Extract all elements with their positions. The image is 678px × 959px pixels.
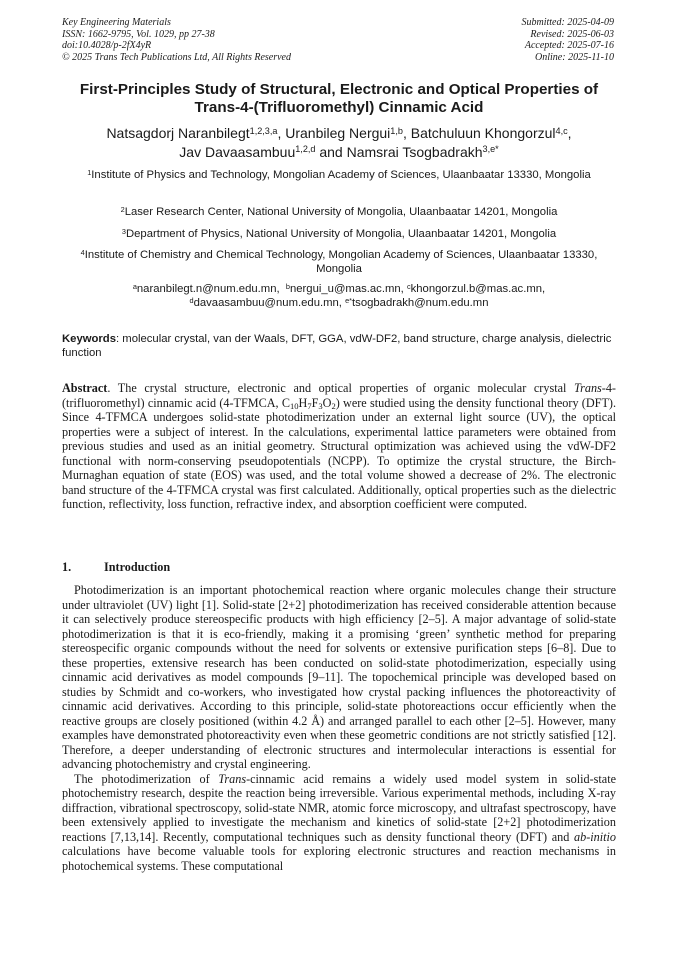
email-link[interactable]: nergui_u@mas.ac.mn, xyxy=(289,283,404,295)
author-affiliation-mark: 4,c xyxy=(555,125,568,136)
author-name: Natsagdorj Naranbilegt xyxy=(106,125,250,141)
affiliation-text: Institute of Physics and Technology, Mongolian Academy of Sciences, Ulaanbaatar 13330, Mongolia xyxy=(91,169,591,181)
email-link[interactable]: naranbilegt.n@num.edu.mn, xyxy=(136,283,280,295)
journal-header xyxy=(62,17,291,63)
affiliation-mark: 1 xyxy=(87,167,92,177)
paragraph-text: The photodimerization of xyxy=(74,771,219,786)
affiliation xyxy=(72,227,606,241)
keywords-label: Keywords xyxy=(62,333,116,345)
affiliation-text: Institute of Chemistry and Chemical Technology, Mongolian Academy of Sciences, Ulaanbaatar 13330, Mongolia xyxy=(84,249,598,275)
affiliation xyxy=(72,248,606,276)
doi-line: doi:10.4028/p-2fX4yR xyxy=(62,40,152,52)
affiliation xyxy=(72,205,606,219)
author-conjunction: and xyxy=(319,143,343,160)
formula-subscript: 10 xyxy=(289,400,299,411)
abstract-label: Abstract xyxy=(62,381,108,395)
email-link[interactable]: davaasambuu@num.edu.mn, xyxy=(193,297,342,309)
copyright-line: © 2025 Trans Tech Publications Ltd, All Rights Reserved xyxy=(62,51,291,63)
intro-paragraph-2 xyxy=(62,772,616,874)
abstract-text: -4-(trifluoromethyl) cinnamic acid (4-TFMCA, C xyxy=(62,381,616,410)
journal-name: Key Engineering Materials xyxy=(62,17,171,28)
formula-subscript: 7 xyxy=(307,400,312,411)
email-line-1 xyxy=(72,282,606,296)
title-line-2: Trans-4-(Trifluoromethyl) Cinnamic Acid xyxy=(194,99,484,116)
title-line-1: First-Principles Study of Structural, Electronic and Optical Properties of xyxy=(79,81,599,98)
issn-line: ISSN: 1662-9795, Vol. 1029, pp 27-38 xyxy=(62,28,215,40)
dates-header xyxy=(522,17,615,63)
accepted-date: Accepted: 2025-07-16 xyxy=(524,40,614,52)
author-name: Jav Davaasambuu xyxy=(179,143,296,160)
abstract-italic: Trans xyxy=(574,381,602,395)
keywords-block xyxy=(62,332,616,360)
author-affiliation-mark: 3,e* xyxy=(482,144,499,155)
author-name: Namsrai Tsogbadrakh xyxy=(346,143,483,160)
introduction-body xyxy=(62,583,616,873)
email-mark: d xyxy=(189,295,194,305)
author-line-1: Natsagdorj Naranbilegt$^{1,2,3,a}$, Uranbileg Nergui$^{1,b}$, Batchuluun Khongorzul$^{4,c}$, xyxy=(106,125,572,141)
affiliation-mark: 4 xyxy=(80,247,85,257)
affiliation-text: Laser Research Center, National University of Mongolia, Ulaanbaatar 14201, Mongolia xyxy=(124,206,558,218)
formula-element: H xyxy=(298,395,308,410)
formula-subscript: 2 xyxy=(331,400,336,411)
intro-paragraph-1: Photodimerization is an important photochemical reaction where organic molecules change their structure under ultraviolet (UV) light [1]. Solid-state [2+2] photodimerization has received considerable attention because it can selectively produce stereospecific products with high efficiency [2–5]. A major advantage of solid-state photodimerization is that it is eco-friendly, making it a promising ‘green’ synthetic method for preparing stereospecific organic compounds without the need for solvents or extensive purification steps [6–8]. Due to these properties, extensive research has been conducted on solid-state photodimerization, especially using cinnamic acid derivatives as model compounds [9–11]. The topochemical principle was developed based on studies by Schmidt and co-workers, who investigated how crystal packing influences the photoreactivity of cinnamic acid derivatives. According to this principle, solid-state photoreactions occur efficiently when the reactive groups are closely positioned (within 4.2 Å) and arranged parallel to each other [2–5]. However, many examples have demonstrated photoreactivity even when these geometric conditions are not strictly satisfied [12]. Therefore, a deeper understanding of electronic structures and intermolecular interactions is essential for advancing photochemistry and crystal engineering. xyxy=(62,583,616,771)
email-list xyxy=(72,282,606,310)
online-date: Online: 2025-11-10 xyxy=(535,51,614,63)
affiliation-text: Department of Physics, National University of Mongolia, Ulaanbaatar 14201, Mongolia xyxy=(125,228,557,240)
email-mark: b xyxy=(285,281,290,291)
paragraph-italic: ab-initio xyxy=(574,829,616,844)
author-line-2 xyxy=(40,143,638,162)
section-heading xyxy=(62,560,170,574)
email-line-2 xyxy=(72,296,606,310)
revised-date: Revised: 2025-06-03 xyxy=(530,28,614,40)
formula-subscript: 3 xyxy=(318,400,323,411)
affiliation-mark: 2 xyxy=(120,204,125,214)
formula-element: O xyxy=(322,395,332,410)
email-link[interactable]: tsogbadrakh@num.edu.mn xyxy=(352,297,489,309)
abstract-block xyxy=(62,381,616,512)
affiliation-mark: 3 xyxy=(121,226,126,236)
paragraph-italic: Trans xyxy=(218,771,247,786)
paragraph-text: calculations have become valuable tools for exploring electronic structures and reaction mechanisms in photochemical systems. These computational xyxy=(62,844,616,873)
abstract-text: ) were studied using the density functional theory (DFT). Since 4-TFMCA undergoes solid-state photodimerization under an external light source (UV), the optical properties were a subject of interest. In the calculations, experimental lattice parameters were obtained from previous studies and used as an initial geometry. Structural optimization was achieved using the vdW-DF2 functional with norm-conserving pseudopotentials (NCPP). To optimize the crystal structure, the Birch-Murnaghan equation of state (EOS) was used, and the total volume showed a decrease of 2%. The electronic band structure of the 4-TFMCA crystal was first calculated. Additionally, optical properties such as the dielectric function, reflectivity, loss function, refractive index, and absorption coefficient were computed. xyxy=(62,395,616,511)
author-affiliation-mark: 1,b xyxy=(390,125,403,136)
submitted-date: Submitted: 2025-04-09 xyxy=(521,17,614,28)
section-title: Introduction xyxy=(104,560,171,574)
affiliation xyxy=(72,168,606,182)
keywords-text: : molecular crystal, van der Waals, DFT, GGA, vdW-DF2, band structure, charge analysis, dielectric function xyxy=(62,333,612,359)
abstract-text: . The crystal structure, electronic and optical properties of organic molecular crystal xyxy=(107,381,574,395)
author-affiliation-mark: 1,2,d xyxy=(295,144,316,155)
email-mark: a xyxy=(132,281,137,291)
paragraph-text: -cinnamic acid remains a widely used model system in solid-state photochemistry research, despite the reaction being irreversible. Various experimental methods, including X-ray diffraction, vibrational spectroscopy, solid-state NMR, atomic force microscopy, and ultrafast spectroscopy, have been extensively applied to investigate the mechanism and kinetics of solid-state [2+2] photodimerization reactions [7,13,14]. Recently, computational techniques such as density functional theory (DFT) and xyxy=(62,771,616,844)
author-affiliation-mark: 1,2,3,a xyxy=(249,125,278,136)
formula-element: F xyxy=(311,395,319,410)
section-number: 1. xyxy=(62,560,72,574)
author-name: Uranbileg Nergui xyxy=(285,125,391,141)
author-list xyxy=(40,124,638,161)
email-link[interactable]: khongorzul.b@mas.ac.mn, xyxy=(410,283,546,295)
email-mark: c xyxy=(406,281,411,291)
email-mark: e* xyxy=(345,295,353,305)
paper-title xyxy=(50,81,628,117)
author-name: Batchuluun Khongorzul xyxy=(410,125,556,141)
